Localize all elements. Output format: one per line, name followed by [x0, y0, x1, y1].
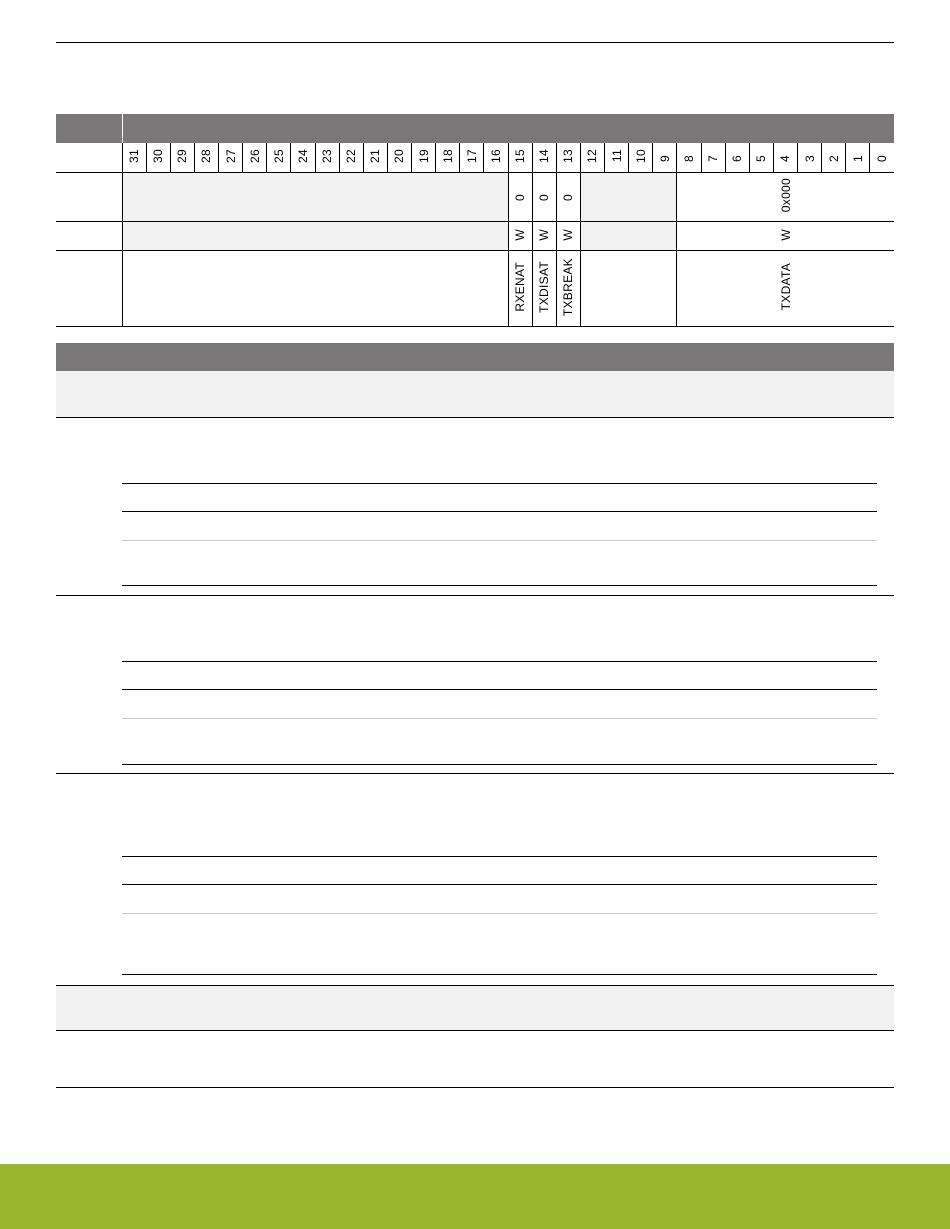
- row-divider: [56, 417, 894, 418]
- access-row-label: [56, 222, 122, 251]
- reserved-name-cell: [580, 251, 677, 327]
- register-map-table: [56, 114, 894, 327]
- enum-table-bottom-rule: [122, 764, 877, 765]
- rxenat-name: RXENAT: [508, 251, 532, 327]
- bit-row-label: [56, 143, 122, 173]
- bit-number-cell: 11: [605, 143, 629, 173]
- bit-number-cell: 7: [701, 143, 725, 173]
- txbreak-name: TXBREAK: [556, 251, 580, 327]
- txdisat-reset: 0: [532, 173, 556, 222]
- bit-number-cell: 27: [219, 143, 243, 173]
- txdisat-name: TXDISAT: [532, 251, 556, 327]
- bit-number-cell: 5: [749, 143, 773, 173]
- bit-number-cell: 4: [773, 143, 797, 173]
- enum-table-top-rule: [122, 661, 877, 662]
- bit-number-cell: 9: [653, 143, 677, 173]
- enum-table-row-divider: [122, 718, 877, 719]
- bit-number-cell: 12: [580, 143, 604, 173]
- bit-number-cell: 8: [677, 143, 701, 173]
- bit-number-cell: 10: [629, 143, 653, 173]
- bit-number-row: [56, 143, 894, 173]
- reserved-cell: [580, 173, 677, 222]
- row-divider: [56, 1030, 894, 1031]
- bit-number-cell: 13: [556, 143, 580, 173]
- page-top-rule: [56, 42, 894, 43]
- txbreak-reset: 0: [556, 173, 580, 222]
- bit-number-cell: 25: [267, 143, 291, 173]
- bit-number-cell: 30: [146, 143, 170, 173]
- enum-table-bottom-rule: [122, 974, 877, 975]
- access-row: [56, 222, 894, 251]
- description-table-header: [56, 343, 894, 371]
- txdata-access: W: [677, 222, 894, 251]
- bit-number-cell: 15: [508, 143, 532, 173]
- bit-number-cell: 2: [822, 143, 846, 173]
- table-bottom-rule: [56, 1087, 894, 1088]
- bit-number-cell: 6: [725, 143, 749, 173]
- row-divider: [56, 773, 894, 774]
- reserved-field-row: [56, 371, 894, 417]
- enum-table-rule: [122, 511, 877, 512]
- register-header-row: [56, 114, 894, 143]
- header-title-cell: [122, 114, 894, 143]
- enum-table-top-rule: [122, 856, 877, 857]
- bit-number-cell: 19: [412, 143, 436, 173]
- txdisat-access: W: [532, 222, 556, 251]
- reserved-field-row: [56, 986, 894, 1030]
- enum-table-bottom-rule: [122, 585, 877, 586]
- bit-number-cell: 18: [436, 143, 460, 173]
- bit-number-cell: 24: [291, 143, 315, 173]
- enum-table-rule: [122, 884, 877, 885]
- rxenat-access: W: [508, 222, 532, 251]
- name-row-label: [56, 251, 122, 327]
- bit-number-cell: 29: [170, 143, 194, 173]
- reserved-cell: [580, 222, 677, 251]
- bit-number-cell: 28: [194, 143, 218, 173]
- bit-number-cell: 1: [846, 143, 870, 173]
- bit-number-cell: 0: [870, 143, 894, 173]
- txdata-reset: 0x000: [677, 173, 894, 222]
- reset-row-label: [56, 173, 122, 222]
- reserved-cell: [122, 173, 508, 222]
- reserved-cell: [122, 222, 508, 251]
- bit-number-cell: 17: [460, 143, 484, 173]
- bit-number-cell: 16: [484, 143, 508, 173]
- bit-number-cell: 21: [363, 143, 387, 173]
- field-name-row: [56, 251, 894, 327]
- bit-number-cell: 23: [315, 143, 339, 173]
- bit-number-cell: 14: [532, 143, 556, 173]
- bit-number-cell: 3: [798, 143, 822, 173]
- bit-number-cell: 22: [339, 143, 363, 173]
- bit-number-cell: 26: [243, 143, 267, 173]
- row-divider: [56, 595, 894, 596]
- reserved-name-cell: [122, 251, 508, 327]
- rxenat-reset: 0: [508, 173, 532, 222]
- enum-table-row-divider: [122, 540, 877, 541]
- enum-table-rule: [122, 689, 877, 690]
- footer-band: [0, 1164, 950, 1229]
- txdata-name: TXDATA: [677, 251, 894, 327]
- enum-table-top-rule: [122, 483, 877, 484]
- bit-number-cell: 20: [387, 143, 411, 173]
- bit-number-cell: 31: [122, 143, 146, 173]
- header-label-cell: [56, 114, 122, 143]
- reset-row: [56, 173, 894, 222]
- enum-table-row-divider: [122, 913, 877, 914]
- txbreak-access: W: [556, 222, 580, 251]
